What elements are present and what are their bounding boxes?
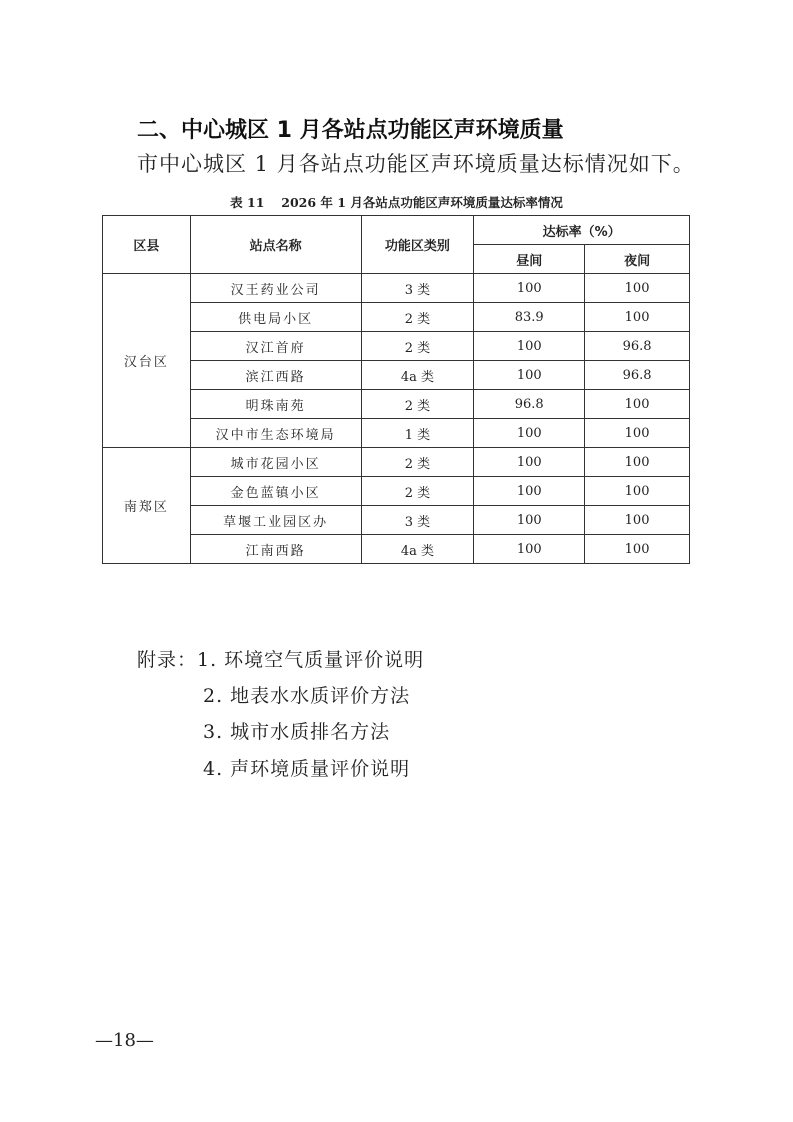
day-rate-cell: 96.8: [474, 390, 585, 419]
day-rate-cell: 83.9: [474, 303, 585, 332]
night-rate-cell: 100: [585, 274, 690, 303]
zone-cell: 3 类: [361, 274, 474, 303]
night-rate-cell: 96.8: [585, 332, 690, 361]
appendix-title: 附录：: [137, 649, 198, 671]
night-rate-cell: 100: [585, 390, 690, 419]
night-rate-cell: 100: [585, 448, 690, 477]
station-cell: 江南西路: [190, 535, 361, 564]
header-zone: 功能区类别: [361, 216, 474, 274]
night-rate-cell: 100: [585, 477, 690, 506]
intro-paragraph: 市中心城区 1 月各站点功能区声环境质量达标情况如下。: [137, 152, 695, 176]
day-rate-cell: 100: [474, 332, 585, 361]
noise-compliance-table: [102, 215, 690, 564]
table-row: [103, 274, 690, 303]
section-heading: 二、中心城区 1 月各站点功能区声环境质量: [137, 118, 564, 143]
station-cell: 供电局小区: [190, 303, 361, 332]
table-row: [103, 477, 690, 506]
appendix-item: 4. 声环境质量评价说明: [203, 758, 411, 780]
station-cell: 草堰工业园区办: [190, 506, 361, 535]
header-day: 昼间: [474, 245, 585, 274]
station-cell: 汉江首府: [190, 332, 361, 361]
header-night: 夜间: [585, 245, 690, 274]
day-rate-cell: 100: [474, 535, 585, 564]
district-cell: 汉台区: [103, 274, 191, 448]
station-cell: 滨江西路: [190, 361, 361, 390]
zone-cell: 1 类: [361, 419, 474, 448]
day-rate-cell: 100: [474, 361, 585, 390]
zone-cell: 2 类: [361, 390, 474, 419]
zone-cell: 4a 类: [361, 535, 474, 564]
table-row: [103, 506, 690, 535]
night-rate-cell: 100: [585, 303, 690, 332]
table-row: [103, 361, 690, 390]
district-cell: 南郑区: [103, 448, 191, 564]
day-rate-cell: 100: [474, 448, 585, 477]
day-rate-cell: 100: [474, 477, 585, 506]
table-row: [103, 303, 690, 332]
zone-cell: 2 类: [361, 448, 474, 477]
header-district: 区县: [103, 216, 191, 274]
header-station: 站点名称: [190, 216, 361, 274]
table-caption: 表 11 2026 年 1 月各站点功能区声环境质量达标率情况: [230, 195, 563, 210]
appendix-item: 1. 环境空气质量评价说明: [197, 649, 425, 671]
station-cell: 金色蓝镇小区: [190, 477, 361, 506]
table-row: [103, 390, 690, 419]
zone-cell: 2 类: [361, 477, 474, 506]
appendix-label: [137, 645, 424, 672]
zone-cell: 2 类: [361, 303, 474, 332]
appendix-item: 2. 地表水水质评价方法: [203, 685, 411, 707]
night-rate-cell: 100: [585, 535, 690, 564]
station-cell: 明珠南苑: [190, 390, 361, 419]
station-cell: 汉王药业公司: [190, 274, 361, 303]
table-row: [103, 448, 690, 477]
header-rate: 达标率（%）: [474, 216, 690, 245]
zone-cell: 3 类: [361, 506, 474, 535]
night-rate-cell: 96.8: [585, 361, 690, 390]
table-row: [103, 419, 690, 448]
table-row: [103, 535, 690, 564]
day-rate-cell: 100: [474, 274, 585, 303]
station-cell: 汉中市生态环境局: [190, 419, 361, 448]
page-number: —18—: [95, 1030, 154, 1051]
night-rate-cell: 100: [585, 419, 690, 448]
table-row: [103, 332, 690, 361]
day-rate-cell: 100: [474, 506, 585, 535]
appendix-item: 3. 城市水质排名方法: [203, 721, 391, 743]
zone-cell: 2 类: [361, 332, 474, 361]
day-rate-cell: 100: [474, 419, 585, 448]
zone-cell: 4a 类: [361, 361, 474, 390]
night-rate-cell: 100: [585, 506, 690, 535]
station-cell: 城市花园小区: [190, 448, 361, 477]
